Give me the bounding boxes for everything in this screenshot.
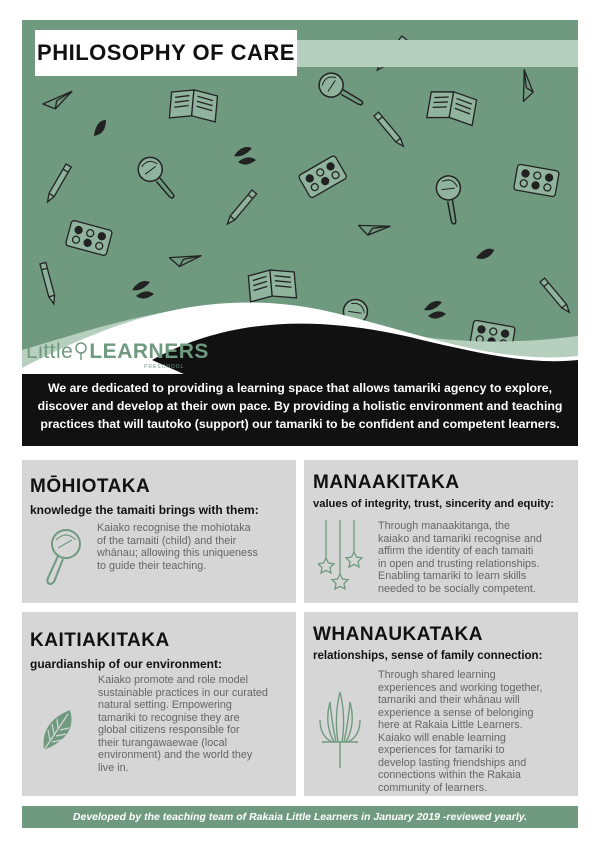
page-title: PHILOSOPHY OF CARE [37, 40, 295, 65]
body-line: Enabling tamariki to learn skills [378, 570, 527, 582]
card-title: MŌHIOTAKA [30, 476, 151, 497]
card-mohiotaka [22, 460, 296, 603]
logo-magnifier-icon [74, 342, 88, 360]
logo-learners: LEARNERS [89, 340, 209, 363]
body-line: Kaiako recognise the mohiotaka [97, 522, 251, 534]
intro-line: discover and develop at their own pace. By providing a holistic environment and teaching [37, 399, 563, 413]
body-line: their turangawaewae (local [98, 736, 228, 749]
intro-statement [22, 374, 578, 446]
body-line: Kaiako will enable learning [378, 731, 506, 744]
footer-text: Developed by the teaching team of Rakaia Little Learners in January 2019 -reviewed yearly. [72, 811, 528, 823]
body-line: of the tamaiti (child) and their [97, 534, 237, 547]
body-line: experience a sense of belonging [378, 706, 534, 719]
card-body [378, 520, 542, 595]
logo-little: Little [26, 340, 74, 363]
magnifying-glass-icon [42, 526, 86, 588]
body-line: Kaiako promote and role model [98, 674, 249, 686]
body-line: experiences for tamariki to [378, 744, 505, 756]
body-line: Through shared learning [378, 669, 496, 681]
intro-line: We are dedicated to providing a learning space that allows tamariki agency to explore, [47, 381, 553, 395]
leaf-icon [40, 708, 76, 752]
card-subtitle: knowledge the tamaiti brings with them: [30, 503, 259, 517]
body-line: here at Rakaia Little Learners. [378, 719, 523, 731]
hanging-stars-icon [318, 518, 364, 590]
title-box [35, 30, 297, 76]
body-line: global citizens responsible for [98, 724, 240, 736]
body-line: environment) and the world they [98, 749, 253, 761]
body-line: Through manaakitanga, the [378, 520, 511, 532]
footer [22, 806, 578, 828]
body-line: kaiako and tamariki recognise and [378, 532, 542, 545]
body-line: experiences and working together, [378, 681, 543, 694]
body-line: in open and trusting relationships. [378, 557, 540, 570]
flax-bush-icon [316, 690, 364, 770]
card-title: WHANAUKATAKA [313, 624, 483, 645]
card-title: KAITIAKITAKA [30, 630, 170, 651]
logo-sub-text: PRESCHOOL [144, 364, 185, 370]
logo-main-text [26, 340, 209, 364]
intro-line: practices that will tautoko (support) our tamariki to be confident and competent learners. [40, 417, 560, 431]
body-line: needed to be socially competent. [378, 582, 536, 595]
body-line: community of learners. [378, 781, 488, 794]
body-line: tamariki and their whānau will [378, 694, 520, 706]
card-body [98, 674, 268, 774]
logo-small-text: RAKAIA [40, 329, 73, 335]
card-title: MANAAKITAKA [313, 472, 460, 493]
body-line: tamariki to recognise they are [98, 711, 240, 724]
body-line: connections within the Rakaia [378, 769, 521, 781]
card-kaitiakitaka [22, 612, 296, 796]
card-subtitle: guardianship of our environment: [30, 657, 223, 671]
card-manaakitaka [304, 460, 578, 603]
card-whanaukataka [304, 612, 578, 796]
body-line: to guide their teaching. [97, 559, 207, 572]
title-strip [297, 40, 578, 67]
body-line: sustainable practices in our curated [98, 686, 268, 699]
logo [26, 326, 209, 370]
card-subtitle: relationships, sense of family connection: [313, 650, 543, 662]
card-body [97, 522, 258, 572]
body-line: develop lasting friendships and [378, 756, 527, 769]
card-body [378, 669, 542, 794]
body-line: whānau; allowing this uniqueness [97, 547, 258, 559]
body-line: affirm the identity of each tamaiti [378, 545, 534, 557]
body-line: live in. [98, 761, 129, 774]
card-subtitle: values of integrity, trust, sincerity and equity: [313, 498, 554, 510]
body-line: natural setting. Empowering [98, 699, 232, 711]
